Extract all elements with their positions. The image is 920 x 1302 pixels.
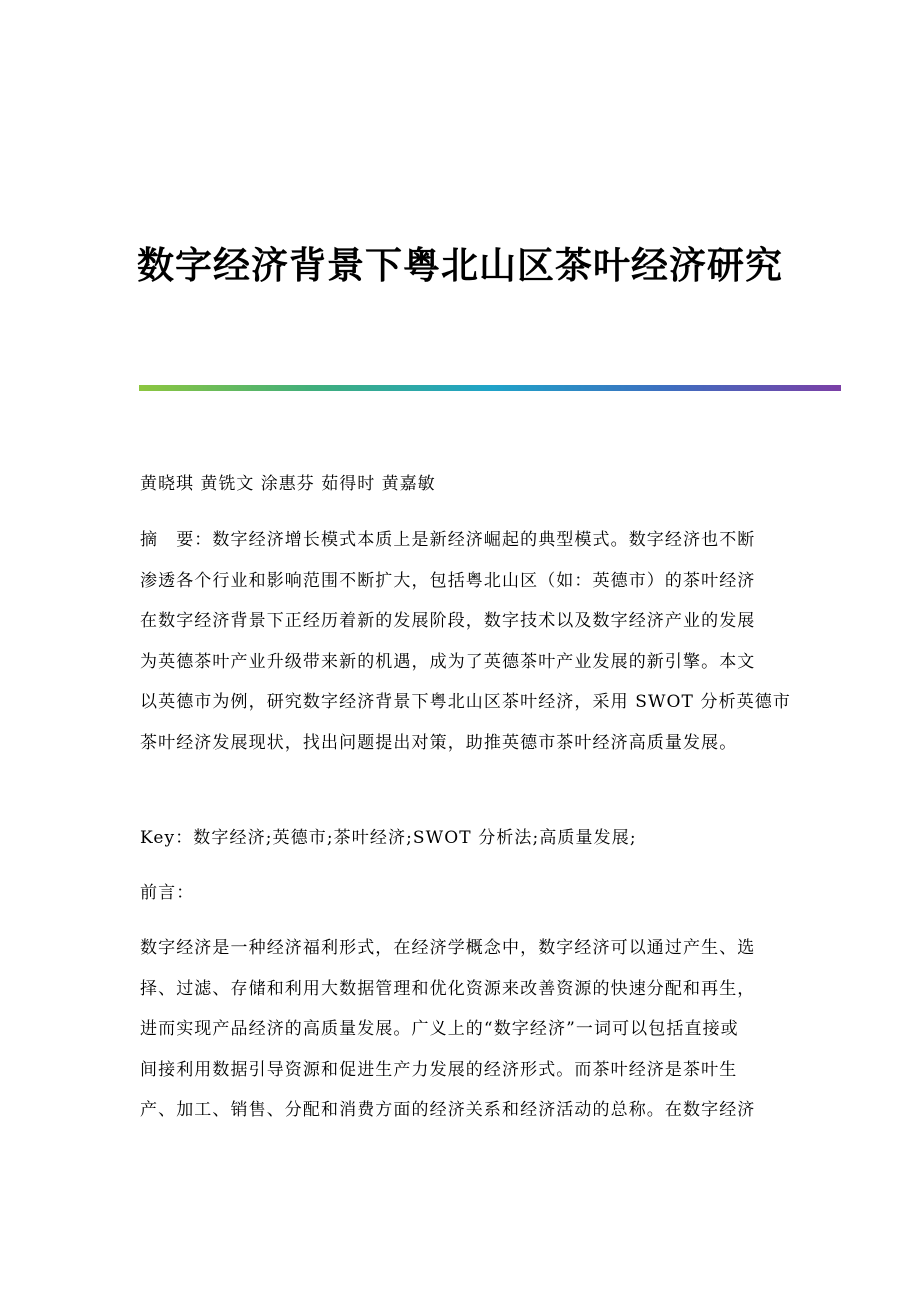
preface-heading: 前言： <box>140 883 195 903</box>
body-line: 产、加工、销售、分配和消费方面的经济关系和经济活动的总称。在数字经济 <box>140 1100 756 1120</box>
abstract-line <box>140 520 780 561</box>
body-section <box>140 928 780 1131</box>
body-line: 数字经济是一种经济福利形式，在经济学概念中，数字经济可以通过产生、选 <box>140 938 756 958</box>
abstract-line: 茶叶经济发展现状，找出问题提出对策，助推英德市茶叶经济高质量发展。 <box>140 732 738 753</box>
body-line: 进而实现产品经济的高质量发展。广义上的“数字经济”一词可以包括直接或 <box>140 1019 739 1039</box>
title-divider <box>139 385 841 391</box>
body-line: 择、过滤、存储和利用大数据管理和优化资源来改善资源的快速分配和再生， <box>140 978 756 999</box>
author-list: 黄晓琪 黄铣文 涂惠芬 茹得时 黄嘉敏 <box>140 474 436 494</box>
abstract-line: 为英德茶叶产业升级带来新的机遇，成为了英德茶叶产业发展的新引擎。本文 <box>140 651 756 672</box>
body-line: 间接利用数据引导资源和促进生产力发展的经济形式。而茶叶经济是茶叶生 <box>140 1059 738 1080</box>
abstract-line: 渗透各个行业和影响范围不断扩大，包括粤北山区（如：英德市）的茶叶经济 <box>140 570 756 591</box>
abstract-section <box>140 520 792 763</box>
abstract-label: 摘 要： <box>140 530 213 550</box>
keywords-line: Key：数字经济;英德市;茶叶经济;SWOT 分析法;高质量发展; <box>140 828 637 848</box>
page-title: 数字经济背景下粤北山区茶叶经济研究 <box>137 243 783 287</box>
abstract-line: 在数字经济背景下正经历着新的发展阶段，数字技术以及数字经济产业的发展 <box>140 611 756 631</box>
abstract-text: 数字经济增长模式本质上是新经济崛起的典型模式。数字经济也不断 <box>212 530 756 550</box>
abstract-line: 以英德市为例，研究数字经济背景下粤北山区茶叶经济，采用 SWOT 分析英德市 <box>140 692 792 712</box>
